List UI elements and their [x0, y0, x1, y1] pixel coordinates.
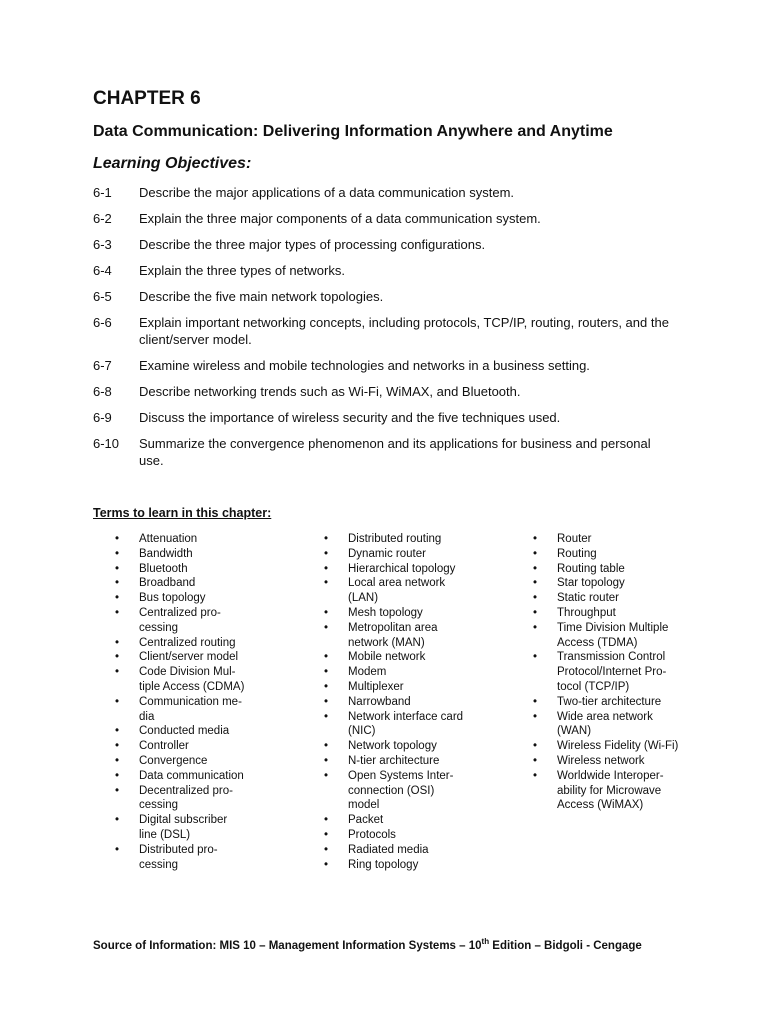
- terms-column-3: [533, 532, 683, 813]
- term-item: • Network interface card (NIC): [324, 710, 464, 740]
- term-item: • Controller: [115, 739, 245, 754]
- term-item: • Ring topology: [324, 858, 464, 873]
- term-item: • Broadband: [115, 576, 245, 591]
- objective-number: 6-6: [93, 315, 112, 330]
- objective-number: 6-4: [93, 263, 112, 278]
- objective-text: Describe the five main network topologies.: [139, 289, 384, 304]
- term-item: • Routing: [533, 547, 683, 562]
- term-item: • Decentralized pro-cessing: [115, 784, 245, 814]
- objective-text: Explain the three major components of a data communication system.: [139, 211, 541, 226]
- term-item: • Star topology: [533, 576, 683, 591]
- term-item: • Worldwide Interoper-ability for Microwave Access (WiMAX): [533, 769, 683, 813]
- terms-heading: Terms to learn in this chapter:: [93, 506, 272, 520]
- objective-number: 6-8: [93, 384, 112, 399]
- objective-text: Summarize the convergence phenomenon and its applications for business and personal use.: [139, 436, 651, 468]
- term-item: • Multiplexer: [324, 680, 464, 695]
- objective-number: 6-1: [93, 185, 112, 200]
- term-item: • Wireless network: [533, 754, 683, 769]
- objective-item: [93, 288, 673, 305]
- term-item: • Bluetooth: [115, 562, 245, 577]
- term-item: • Routing table: [533, 562, 683, 577]
- term-item: • Hierarchical topology: [324, 562, 464, 577]
- objective-text: Describe networking trends such as Wi-Fi, WiMAX, and Bluetooth.: [139, 384, 521, 399]
- objective-text: Describe the three major types of processing configurations.: [139, 237, 486, 252]
- term-item: • Throughput: [533, 606, 683, 621]
- objective-item: [93, 383, 673, 400]
- terms-column-1: [115, 532, 245, 872]
- term-item: • Convergence: [115, 754, 245, 769]
- source-text-end: Edition – Bidgoli - Cengage: [489, 939, 642, 952]
- term-item: • Narrowband: [324, 695, 464, 710]
- objective-number: 6-3: [93, 237, 112, 252]
- term-item: • Network topology: [324, 739, 464, 754]
- term-item: • Communication me-dia: [115, 695, 245, 725]
- objectives-list: [93, 184, 673, 478]
- objective-item: [93, 262, 673, 279]
- objective-item: [93, 184, 673, 201]
- source-text: Source of Information: MIS 10 – Management Information Systems – 10: [93, 939, 482, 952]
- objective-number: 6-5: [93, 289, 112, 304]
- term-item: • Mesh topology: [324, 606, 464, 621]
- term-item: • Centralized pro-cessing: [115, 606, 245, 636]
- term-item: • Wireless Fidelity (Wi-Fi): [533, 739, 683, 754]
- term-item: • Open Systems Inter-connection (OSI) model: [324, 769, 464, 813]
- term-item: • Protocols: [324, 828, 464, 843]
- objective-item: [93, 314, 673, 348]
- terms-column-2: [324, 532, 464, 872]
- objective-item: [93, 236, 673, 253]
- term-item: • Code Division Mul-tiple Access (CDMA): [115, 665, 245, 695]
- objective-text: Describe the major applications of a data communication system.: [139, 185, 515, 200]
- term-item: • Time Division Multiple Access (TDMA): [533, 621, 683, 651]
- term-item: • Static router: [533, 591, 683, 606]
- term-item: • Bus topology: [115, 591, 245, 606]
- term-item: • Wide area network (WAN): [533, 710, 683, 740]
- term-item: • Centralized routing: [115, 636, 245, 651]
- term-item: • Data communication: [115, 769, 245, 784]
- learning-objectives-heading: Learning Objectives:: [93, 155, 252, 172]
- term-item: • Radiated media: [324, 843, 464, 858]
- term-item: • Router: [533, 532, 683, 547]
- source-superscript: th: [481, 937, 490, 946]
- objective-text: Explain important networking concepts, including protocols, TCP/IP, routing, routers, and the client/server model.: [139, 315, 669, 347]
- term-item: • Attenuation: [115, 532, 245, 547]
- objective-number: 6-10: [93, 436, 120, 451]
- objective-text: Discuss the importance of wireless security and the five techniques used.: [139, 410, 561, 425]
- term-item: • Local area network (LAN): [324, 576, 464, 606]
- objective-text: Examine wireless and mobile technologies and networks in a business setting.: [139, 358, 590, 373]
- objective-item: [93, 409, 673, 426]
- term-item: • Distributed pro-cessing: [115, 843, 245, 873]
- term-item: • Bandwidth: [115, 547, 245, 562]
- source-citation: [93, 937, 642, 952]
- objective-text: Explain the three types of networks.: [139, 263, 345, 278]
- term-item: • Dynamic router: [324, 547, 464, 562]
- term-item: • Mobile network: [324, 650, 464, 665]
- term-item: • Conducted media: [115, 724, 245, 739]
- term-item: • Modem: [324, 665, 464, 680]
- chapter-subtitle: Data Communication: Delivering Information Anywhere and Anytime: [93, 123, 613, 140]
- chapter-title: CHAPTER 6: [93, 88, 201, 109]
- term-item: • Distributed routing: [324, 532, 464, 547]
- objective-item: [93, 435, 673, 469]
- term-item: • Packet: [324, 813, 464, 828]
- term-item: • Client/server model: [115, 650, 245, 665]
- objective-number: 6-2: [93, 211, 112, 226]
- objective-item: [93, 357, 673, 374]
- term-item: • N-tier architecture: [324, 754, 464, 769]
- objective-item: [93, 210, 673, 227]
- objective-number: 6-9: [93, 410, 112, 425]
- term-item: • Transmission Control Protocol/Internet Pro-tocol (TCP/IP): [533, 650, 683, 694]
- term-item: • Metropolitan area network (MAN): [324, 621, 464, 651]
- term-item: • Digital subscriber line (DSL): [115, 813, 245, 843]
- term-item: • Two-tier architecture: [533, 695, 683, 710]
- objective-number: 6-7: [93, 358, 112, 373]
